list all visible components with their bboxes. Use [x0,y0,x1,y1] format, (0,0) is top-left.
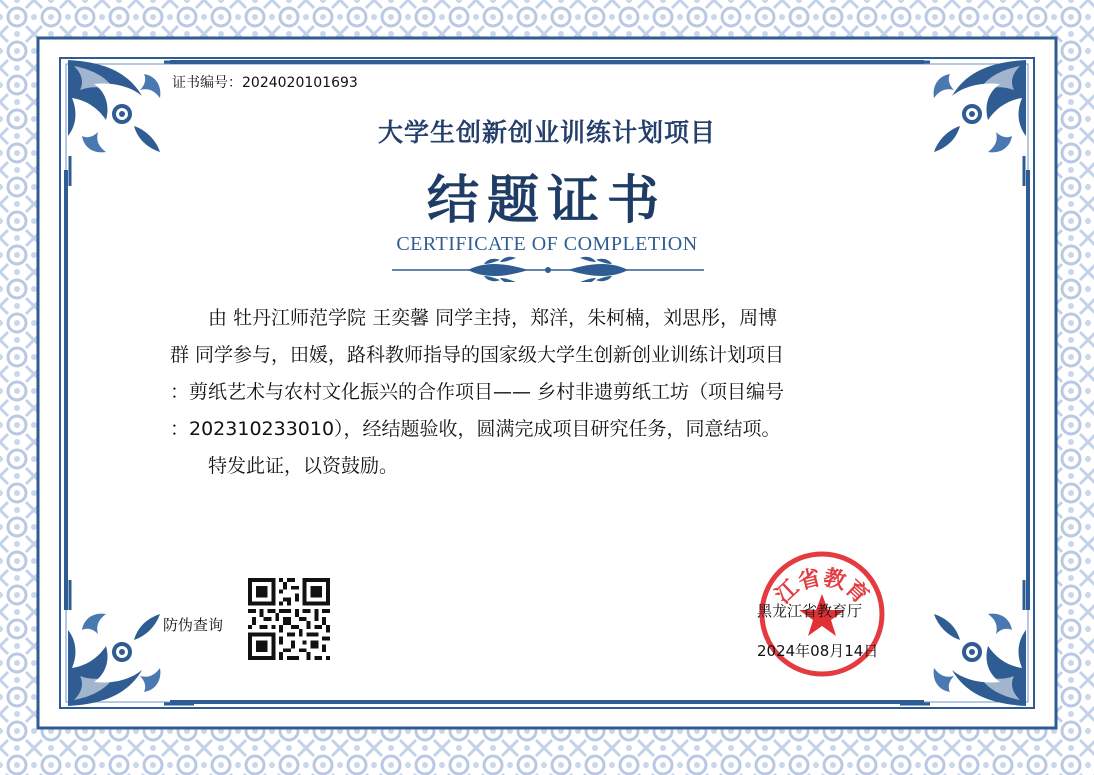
anti-fake-label: 防伪查询 [163,616,224,634]
certificate-body [170,300,960,485]
issuer-name: 黑龙江省教育厅 [757,602,863,620]
certificate-number [172,72,358,92]
certificate-title: 结题证书 [426,170,667,231]
laurel-divider-icon [388,256,708,282]
certificate-title-en: CERTIFICATE OF COMPLETION [396,233,698,255]
seal-text: 江省教育 [770,565,874,609]
project-title: 大学生创新创业训练计划项目 [377,118,716,147]
certificate-number-value: 2024020101693 [242,75,358,91]
body-closing: 特发此证，以资鼓励。 [208,455,399,477]
body-line-3: ：剪纸艺术与农村文化振兴的合作项目—— 乡村非遗剪纸工坊（项目编号 [170,381,785,403]
body-line-1: 由 牡丹江师范学院 王奕馨 同学主持，郑洋，朱柯楠，刘思彤，周博 [208,307,778,329]
issue-date: 2024年08月14日 [757,642,879,660]
body-line-2: 群 同学参与，田媛，路科教师指导的国家级大学生创新创业训练计划项目 [170,344,785,366]
qr-code-icon[interactable] [248,578,330,660]
body-line-4: ：202310233010），经结题验收，圆满完成项目研究任务，同意结项。 [170,418,781,440]
certificate-number-label: 证书编号： [172,75,242,91]
